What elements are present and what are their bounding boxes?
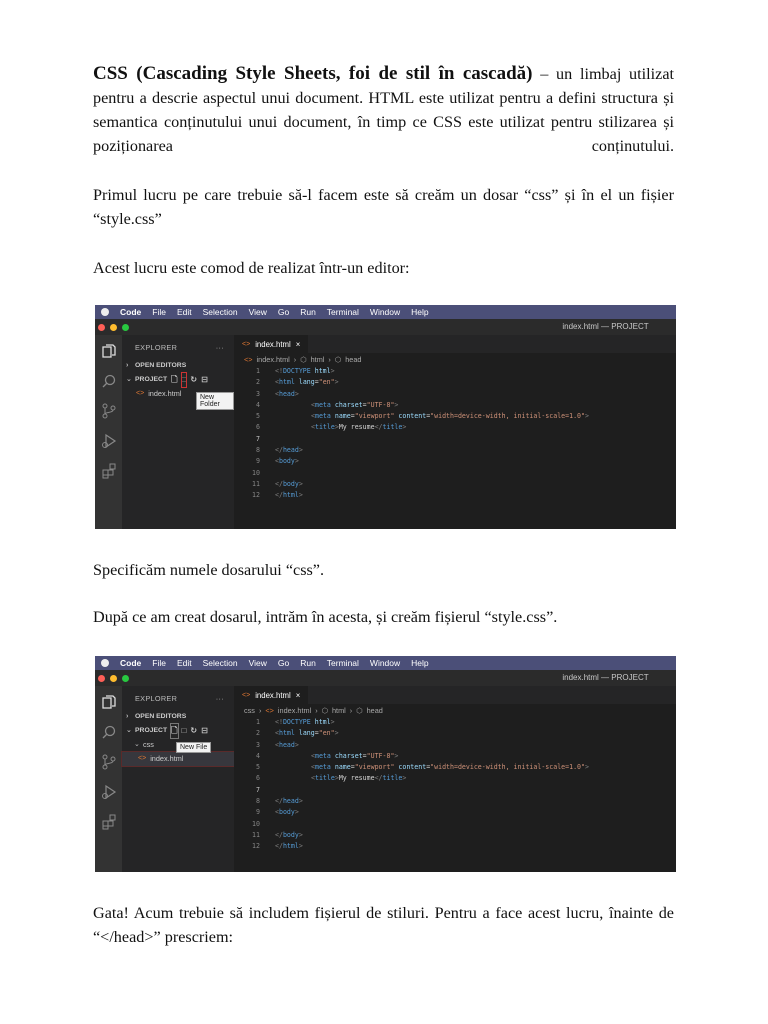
line-number: 6: [256, 774, 260, 783]
explorer-sidebar: [122, 335, 234, 529]
menu-view[interactable]: View: [248, 307, 267, 317]
editor-area[interactable]: [234, 335, 676, 529]
code-token: </: [275, 842, 283, 851]
html-file-icon: <>: [242, 341, 251, 348]
code-token: </: [374, 774, 383, 783]
code-token: meta: [314, 412, 331, 421]
code-token: </: [275, 479, 283, 488]
run-debug-icon[interactable]: [101, 433, 117, 449]
intro-text: – un limbaj utilizat pentru a descrie aspectul unui document. HTML este utilizat pentru a defini structura și semantica conținutului unui document, în timp ce CSS este utilizat pentru stilizarea și poziționarea conținutului.: [93, 65, 674, 155]
menu-code[interactable]: Code: [120, 307, 142, 317]
search-icon[interactable]: [101, 373, 117, 389]
html-file-icon: <>: [138, 755, 147, 762]
code-token: =: [426, 763, 431, 772]
menu-file[interactable]: File: [152, 658, 166, 668]
chevron-right-icon: ›: [126, 362, 129, 369]
menu-code[interactable]: Code: [120, 658, 142, 668]
line-number: 12: [252, 491, 260, 500]
code-token: =: [362, 751, 367, 760]
line-number: 3: [256, 389, 260, 398]
code-token: My resume: [338, 774, 375, 783]
html-file-icon: <>: [242, 692, 251, 699]
code-token: meta: [314, 400, 331, 409]
paragraph-specify: Specificăm numele dosarului “css”.: [93, 561, 325, 579]
html-file-icon: <>: [244, 355, 253, 364]
code-token: html: [282, 491, 299, 500]
menu-run[interactable]: Run: [300, 658, 316, 668]
extensions-icon[interactable]: [101, 814, 117, 830]
source-control-icon[interactable]: [101, 403, 117, 419]
project-label: PROJECT: [135, 727, 168, 734]
element-icon: ⬡: [356, 706, 363, 715]
menu-window[interactable]: Window: [369, 307, 401, 317]
chevron-right-icon: ›: [258, 706, 262, 715]
code-token: =: [350, 763, 355, 772]
apple-icon: [101, 659, 109, 667]
code-token: </: [275, 797, 283, 806]
menu-edit[interactable]: Edit: [176, 658, 192, 668]
more-actions-icon[interactable]: ···: [215, 343, 224, 352]
chevron-down-icon: ⌄: [126, 376, 132, 383]
element-icon: ⬡: [334, 355, 342, 364]
breadcrumb-head[interactable]: head: [345, 355, 362, 364]
code-token: =: [314, 378, 319, 387]
line-number: 7: [256, 434, 260, 443]
code-token: >: [330, 367, 335, 375]
code-token: title: [382, 774, 403, 783]
code-token: "viewport": [354, 412, 395, 421]
file-label: index.html: [148, 389, 182, 398]
line-number: 2: [256, 729, 260, 738]
window-titlebar: [95, 670, 676, 686]
menubar: [95, 656, 676, 670]
code-token: "viewport": [354, 763, 395, 772]
code-token: </: [374, 423, 383, 432]
editor-screenshot-2: [95, 656, 676, 872]
html-file-icon: <>: [265, 706, 274, 715]
line-number: 4: [256, 751, 260, 760]
chevron-down-icon: ⌄: [134, 741, 140, 748]
code-token: >: [330, 718, 335, 726]
code-token: meta: [314, 763, 331, 772]
code-token: head: [282, 446, 299, 455]
code-token: >: [402, 423, 407, 432]
menu-selection[interactable]: Selection: [202, 307, 238, 317]
close-tab-icon[interactable]: ×: [295, 340, 301, 349]
code-token: head: [278, 740, 295, 749]
menubar: [95, 305, 676, 319]
refresh-icon[interactable]: ↻: [190, 375, 198, 384]
chevron-right-icon: ›: [328, 355, 331, 364]
code-token: body: [278, 808, 295, 817]
line-number: 3: [256, 740, 260, 749]
menu-edit[interactable]: Edit: [176, 307, 192, 317]
tab-index-html[interactable]: [234, 686, 308, 704]
new-folder-icon[interactable]: □: [182, 373, 187, 387]
open-editors-label: OPEN EDITORS: [135, 362, 187, 369]
menu-terminal[interactable]: Terminal: [326, 658, 359, 668]
folder-label: css: [143, 740, 154, 749]
code-token: >: [294, 740, 299, 749]
paragraph-first: Primul lucru pe care trebuie să-l facem este să creăm un dosar “css” și în el un fișier “style.css”: [93, 186, 674, 228]
code-token: >: [298, 830, 303, 839]
project-section[interactable]: [122, 373, 234, 387]
window-title: index.html — PROJECT: [562, 673, 649, 682]
breadcrumb-html[interactable]: html: [310, 355, 325, 364]
run-debug-icon[interactable]: [101, 784, 117, 800]
code-token: "en": [318, 729, 335, 738]
code-token: title: [382, 423, 403, 432]
code-token: >: [334, 378, 339, 387]
new-folder-tooltip: New Folder: [196, 392, 234, 410]
element-icon: ⬡: [300, 355, 307, 364]
code-token: >: [394, 751, 399, 760]
line-number: 11: [252, 830, 260, 839]
chevron-right-icon: ›: [126, 713, 129, 720]
code-token: >: [334, 729, 339, 738]
breadcrumb-file[interactable]: index.html: [277, 706, 312, 715]
code-token: >: [334, 423, 339, 432]
activity-bar: [95, 335, 122, 529]
code-token: meta: [314, 751, 331, 760]
new-folder-icon[interactable]: □: [181, 726, 187, 735]
code-token: >: [298, 479, 303, 488]
code-token: lang: [294, 729, 315, 738]
code-token: </: [275, 830, 283, 839]
code-token: charset: [330, 400, 363, 409]
extensions-icon[interactable]: [101, 463, 117, 479]
tab-label: index.html: [255, 691, 291, 700]
menu-file[interactable]: File: [152, 307, 166, 317]
more-actions-icon[interactable]: ···: [215, 694, 224, 703]
new-file-icon[interactable]: 🗋: [171, 375, 178, 384]
code-token: <: [275, 729, 279, 738]
file-label: index.html: [150, 754, 184, 763]
code-token: DOCTYPE: [282, 718, 311, 726]
paragraph-editor: Acest lucru este comod de realizat într-un editor:: [93, 259, 410, 277]
line-number: 12: [252, 842, 260, 851]
intro-title: CSS (Cascading Style Sheets, foi de stil în cascadă): [93, 63, 533, 84]
code-token: =: [426, 412, 431, 421]
code-token: html: [310, 718, 331, 726]
open-editors-label: OPEN EDITORS: [135, 713, 187, 720]
line-number: 5: [256, 412, 260, 421]
line-number: 2: [256, 378, 260, 387]
explorer-title: EXPLORER: [135, 343, 178, 352]
code-token: >: [298, 491, 303, 500]
code-token: title: [314, 774, 335, 783]
code-token: <: [275, 808, 279, 817]
editor-area[interactable]: [234, 686, 676, 872]
code-token: <: [275, 457, 279, 466]
code-token: <: [275, 378, 279, 387]
chevron-down-icon: ⌄: [126, 727, 132, 734]
code-token: "en": [318, 378, 335, 387]
code-token: head: [282, 797, 299, 806]
tab-index-html[interactable]: [234, 335, 308, 353]
explorer-title: EXPLORER: [135, 694, 178, 703]
element-icon: ⬡: [321, 706, 328, 715]
code-token: name: [330, 412, 351, 421]
code-token: body: [282, 479, 299, 488]
files-icon[interactable]: [101, 343, 117, 359]
code-token: content: [394, 763, 427, 772]
line-number: 1: [256, 718, 260, 726]
code-token: title: [314, 423, 335, 432]
menu-terminal[interactable]: Terminal: [326, 307, 359, 317]
code-token: </: [275, 491, 283, 500]
file-index-html[interactable]: [122, 752, 234, 766]
code-token: <: [275, 389, 279, 398]
intro-paragraph: [93, 62, 674, 158]
code-token: =: [350, 412, 355, 421]
code-token: <: [311, 751, 315, 760]
collapse-icon[interactable]: ⊟: [201, 375, 208, 384]
code-token: >: [402, 774, 407, 783]
code-token: <!: [275, 718, 283, 726]
menu-help[interactable]: Help: [411, 658, 429, 668]
explorer-sidebar: [122, 686, 234, 872]
line-number: 9: [256, 808, 260, 817]
collapse-icon[interactable]: ⊟: [201, 726, 208, 735]
code-token: html: [278, 378, 295, 387]
code-token: <: [311, 400, 315, 409]
code-token: </: [275, 446, 283, 455]
files-icon[interactable]: [101, 694, 117, 710]
line-number: 4: [256, 400, 260, 409]
code-token: =: [362, 400, 367, 409]
window-titlebar: [95, 319, 676, 335]
line-number: 9: [256, 457, 260, 466]
menu-go[interactable]: Go: [277, 307, 290, 317]
menu-view[interactable]: View: [248, 658, 267, 668]
code-token: content: [394, 412, 427, 421]
code-token: >: [294, 457, 299, 466]
code-token: <: [311, 763, 315, 772]
new-file-tooltip: New File: [176, 742, 211, 753]
breadcrumb: [234, 353, 676, 366]
line-number: 5: [256, 763, 260, 772]
code-token: head: [278, 389, 295, 398]
code-token: html: [278, 729, 295, 738]
apple-icon: [101, 308, 109, 316]
code-token: charset: [330, 751, 363, 760]
tab-label: index.html: [255, 340, 291, 349]
code-token: >: [585, 412, 589, 421]
code-token: html: [310, 367, 331, 375]
activity-bar: [95, 686, 122, 872]
menu-run[interactable]: Run: [300, 307, 316, 317]
menu-selection[interactable]: Selection: [202, 658, 238, 668]
code-token: <!: [275, 367, 283, 375]
line-number: 6: [256, 423, 260, 432]
code-view[interactable]: [234, 717, 676, 853]
code-token: <: [311, 423, 315, 432]
open-editors-section[interactable]: [122, 710, 234, 724]
code-token: "UTF-8": [366, 400, 395, 409]
code-token: "width=device-width, initial-scale=1.0": [430, 763, 585, 772]
code-token: >: [334, 774, 339, 783]
code-token: >: [294, 808, 299, 817]
menu-go[interactable]: Go: [277, 658, 290, 668]
window-title: index.html — PROJECT: [562, 322, 649, 331]
code-token: <: [275, 740, 279, 749]
breadcrumb-folder[interactable]: css: [244, 706, 255, 715]
code-token: >: [298, 446, 303, 455]
line-number: 10: [252, 468, 260, 477]
code-token: <: [311, 412, 315, 421]
project-label: PROJECT: [135, 376, 168, 383]
refresh-icon[interactable]: ↻: [190, 726, 198, 735]
close-tab-icon[interactable]: ×: [295, 691, 301, 700]
paragraph-done: Gata! Acum trebuie să includem fișierul de stiluri. Pentru a face acest lucru, înainte de “</head>” prescriem:: [93, 904, 674, 946]
project-section[interactable]: [122, 724, 234, 738]
chevron-right-icon: ›: [349, 706, 353, 715]
line-number: 11: [252, 479, 260, 488]
source-control-icon[interactable]: [101, 754, 117, 770]
line-number: 10: [252, 819, 260, 828]
code-token: lang: [294, 378, 315, 387]
code-token: >: [298, 797, 303, 806]
breadcrumb-file[interactable]: index.html: [256, 355, 290, 364]
code-token: =: [314, 729, 319, 738]
code-token: name: [330, 763, 351, 772]
code-token: body: [282, 830, 299, 839]
paragraph-after: După ce am creat dosarul, intrăm în acesta, și creăm fișierul “style.css”.: [93, 608, 558, 626]
menu-help[interactable]: Help: [411, 307, 429, 317]
line-number: 8: [256, 446, 260, 455]
html-file-icon: <>: [136, 390, 145, 397]
code-token: html: [282, 842, 299, 851]
code-token: >: [394, 400, 399, 409]
code-token: My resume: [338, 423, 375, 432]
code-token: <: [311, 774, 315, 783]
code-token: body: [278, 457, 295, 466]
code-token: "width=device-width, initial-scale=1.0": [430, 412, 585, 421]
open-editors-section[interactable]: [122, 359, 234, 373]
new-file-icon[interactable]: 🗋: [171, 724, 177, 738]
code-token: >: [294, 389, 299, 398]
breadcrumb-html[interactable]: html: [332, 706, 346, 715]
chevron-right-icon: ›: [293, 355, 297, 364]
line-number: 7: [256, 785, 260, 794]
line-number: 8: [256, 797, 260, 806]
breadcrumb: [234, 704, 676, 717]
breadcrumb-head[interactable]: head: [366, 706, 383, 715]
code-view[interactable]: [234, 366, 676, 502]
code-token: >: [585, 763, 589, 772]
code-token: "UTF-8": [366, 751, 395, 760]
code-token: >: [298, 842, 303, 851]
search-icon[interactable]: [101, 724, 117, 740]
chevron-right-icon: ›: [315, 706, 318, 715]
code-token: DOCTYPE: [282, 367, 311, 375]
menu-window[interactable]: Window: [369, 658, 401, 668]
editor-screenshot-1: [95, 305, 676, 529]
line-number: 1: [256, 367, 260, 375]
